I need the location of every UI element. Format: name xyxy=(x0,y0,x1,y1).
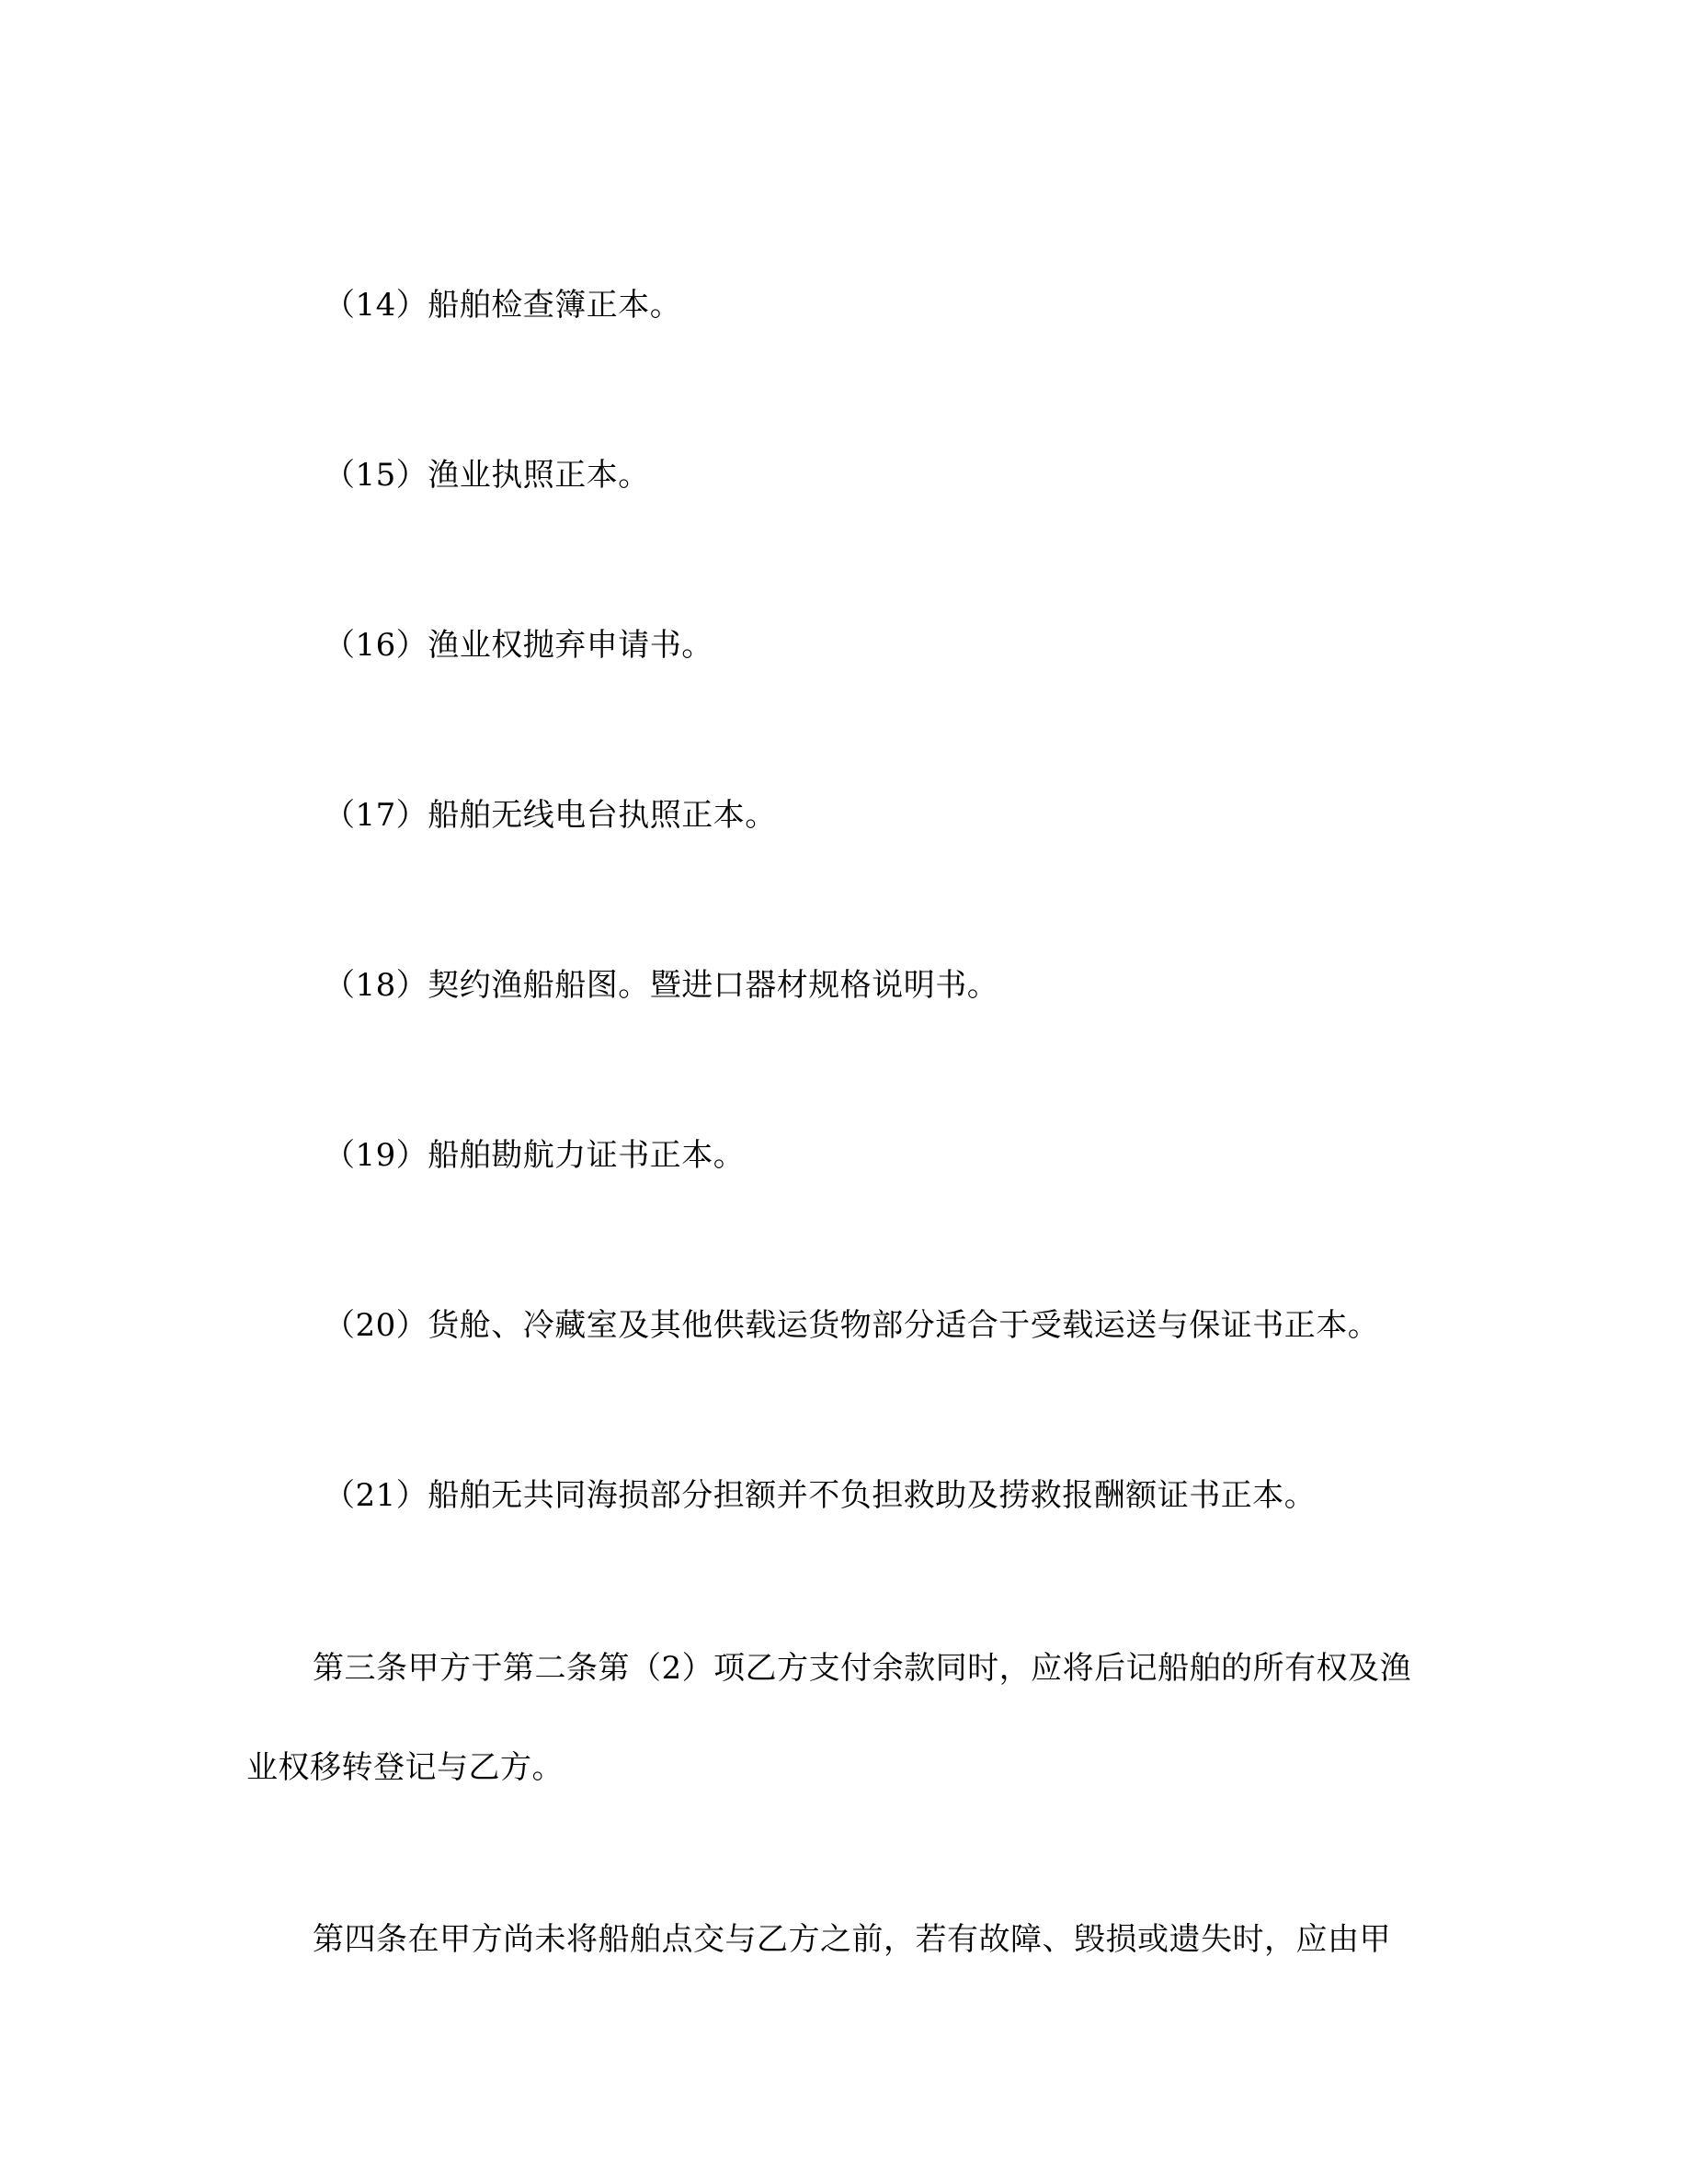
list-item-16: （16）渔业权抛弃申请书。 xyxy=(324,627,713,664)
list-item-20: （20）货舱、冷藏室及其他供载运货物部分适合于受载运送与保证书正本。 xyxy=(324,1307,1380,1344)
list-item-19: （19）船舶勘航力证书正本。 xyxy=(324,1137,746,1174)
article-4-line-1: 第四条在甲方尚未将船舶点交与乙方之前，若有故障、毁损或遗失时，应由甲 xyxy=(313,1921,1391,1958)
article-3-line-2: 业权移转登记与乙方。 xyxy=(246,1749,564,1786)
article-3-line-1: 第三条甲方于第二条第（2）项乙方支付余款同时，应将后记船舶的所有权及渔 xyxy=(313,1650,1412,1687)
list-item-17: （17）船舶无线电台执照正本。 xyxy=(324,797,777,834)
list-item-18: （18）契约渔船船图。暨进口器材规格说明书。 xyxy=(324,967,999,1004)
list-item-21: （21）船舶无共同海损部分担额并不负担救助及捞救报酬额证书正本。 xyxy=(324,1477,1317,1514)
list-item-14: （14）船舶检查簿正本。 xyxy=(324,287,682,324)
list-item-15: （15）渔业执照正本。 xyxy=(324,457,650,494)
